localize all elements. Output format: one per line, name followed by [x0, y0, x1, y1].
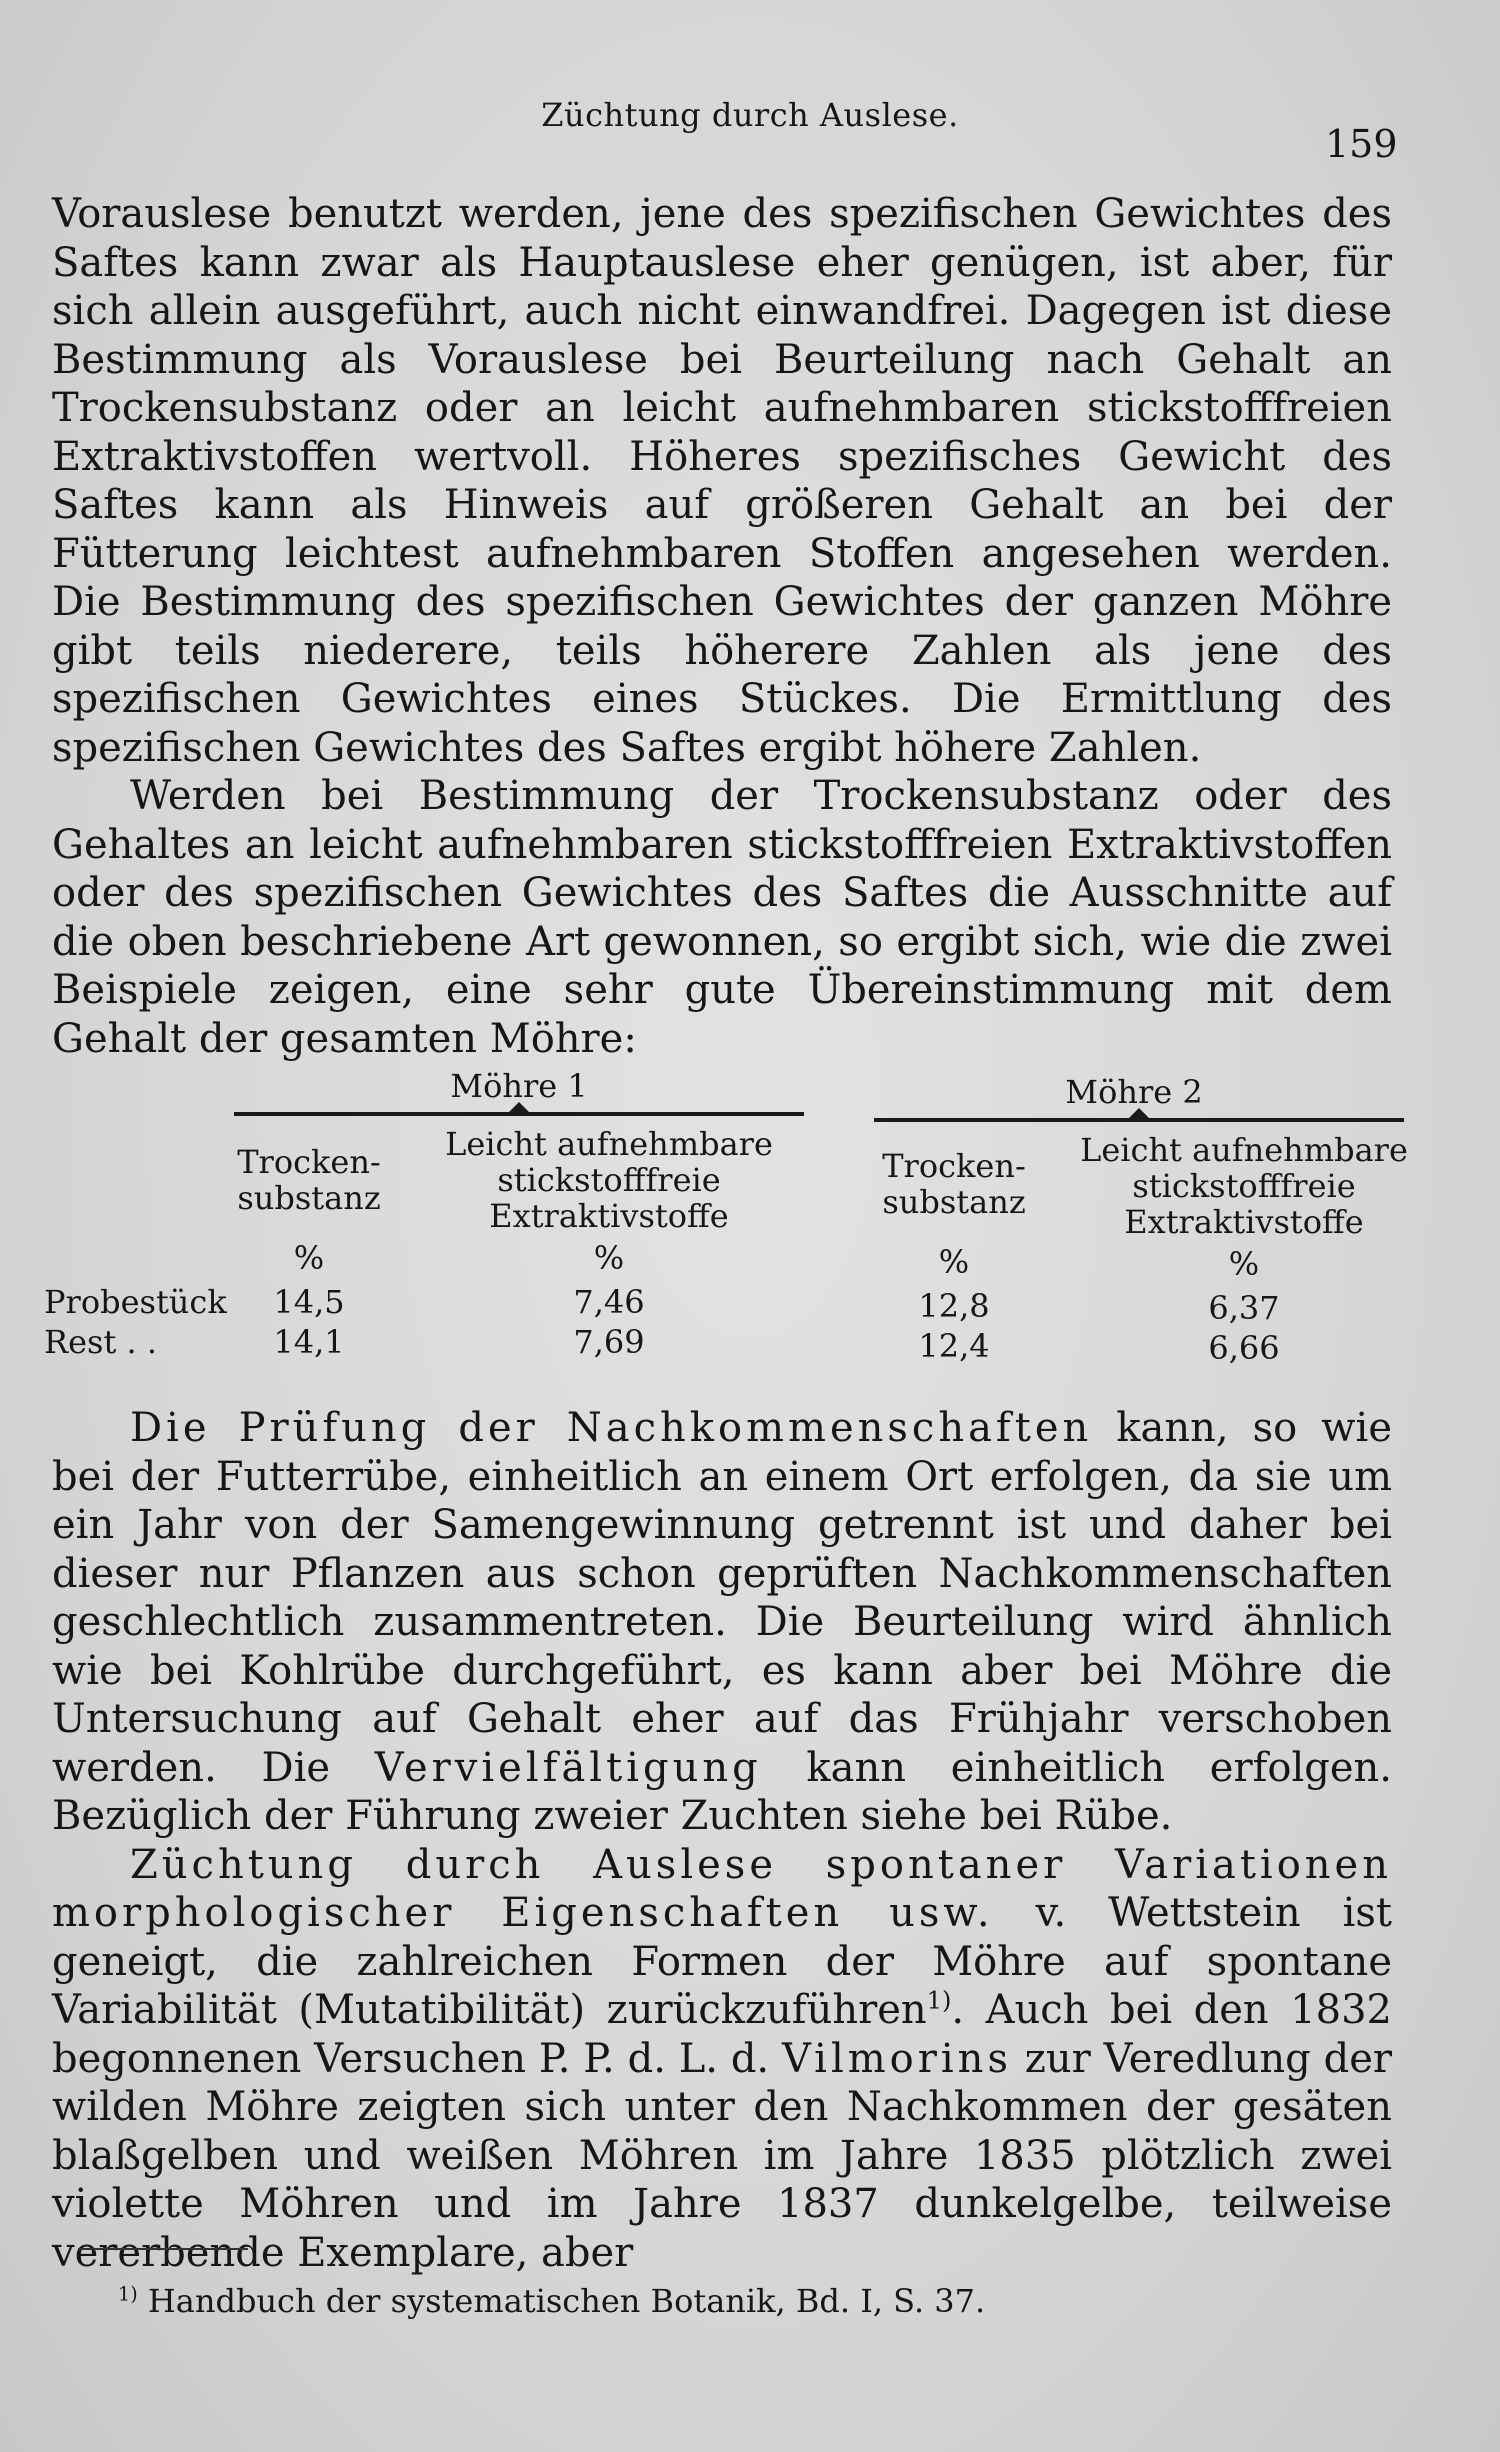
page-number: 159	[1325, 122, 1398, 166]
table-cell: 12,4	[918, 1327, 990, 1365]
col-header-line: Leicht aufnehmbare	[445, 1125, 773, 1163]
table-cell: 12,8	[918, 1287, 990, 1325]
table-cell: 7,46	[573, 1283, 645, 1321]
table-cell: 14,5	[273, 1283, 345, 1321]
unit-cell: %	[293, 1239, 325, 1277]
row-label: Probestück	[44, 1283, 227, 1321]
brace-moehre-1	[234, 1112, 804, 1116]
spaced-term: Vervielfältigung	[374, 1744, 762, 1791]
unit-cell: %	[938, 1243, 970, 1281]
table-cell: 7,69	[573, 1323, 645, 1361]
group-header-moehre-1: Möhre 1	[450, 1067, 588, 1105]
col-header-line: substanz	[882, 1183, 1026, 1221]
col-header-line: Extraktivstoffe	[489, 1197, 729, 1235]
footnote-reference: 1)	[926, 1986, 952, 2015]
col-header-extraktivstoffe-1	[424, 1126, 794, 1234]
col-header-extraktivstoffe-2	[1064, 1132, 1424, 1240]
col-header-line: Trocken-	[237, 1143, 381, 1181]
col-header-line: Leicht aufnehmbare	[1080, 1131, 1408, 1169]
paragraph-text: kann, so wie bei der Futterrübe, einheitlich an einem Ort erfolgen, da sie um ein Jahr von der Samengewinnung getrennt ist und daher bei dieser nur Pflanzen aus schon geprüften Nachkommenschaften geschlechtlich zusammentreten. Die Beurteilung wird ähnlich wie bei Kohlrübe durchgeführt, es kann aber bei Möhre die Untersuchung auf Gehalt eher auf das Frühjahr verschoben werden. Die	[52, 1405, 1392, 1791]
paragraph-vorauslese: Vorauslese benutzt werden, jene des spezifischen Gewichtes des Saftes kann zwar als Hauptauslese eher genügen, ist aber, für sich allein ausgeführt, auch nicht einwandfrei. Dagegen ist diese Bestimmung als Vorauslese bei Beurteilung nach Gehalt an Trockensubstanz oder an leicht aufnehmbaren stickstofffreien Extraktivstoffen wertvoll. Höheres spezifisches Gewicht des Saftes kann als Hinweis auf größeren Gehalt an bei der Fütterung leichtest aufnehmbaren Stoffen angesehen werden. Die Bestimmung des spezifischen Gewichtes der ganzen Möhre gibt teils niederere, teils höherere Zahlen als jene des spezifischen Gewichtes eines Stückes. Die Ermittlung des spezifischen Gewichtes des Saftes ergibt höhere Zahlen.	[52, 191, 1392, 771]
comparison-table	[44, 1067, 1408, 1368]
unit-cell: %	[593, 1239, 625, 1277]
row-label: Rest . .	[44, 1323, 157, 1361]
text-block-bottom	[52, 1404, 1392, 2277]
footnote-rule	[78, 2248, 248, 2250]
table-cell: 6,66	[1208, 1329, 1280, 1367]
text-block-top	[52, 190, 1392, 1063]
footnote-marker: 1)	[118, 2282, 138, 2306]
group-header-moehre-2: Möhre 2	[1065, 1073, 1203, 1111]
brace-tip-moehre-2	[1129, 1108, 1149, 1118]
brace-tip-moehre-1	[509, 1102, 529, 1112]
col-header-line: Extraktivstoffe	[1124, 1203, 1364, 1241]
brace-moehre-2	[874, 1118, 1404, 1122]
table-cell: 14,1	[273, 1323, 345, 1361]
paragraph-pruefung	[52, 1404, 1392, 1841]
footnote	[118, 2282, 985, 2320]
spaced-name: Vilmorins	[781, 2035, 1012, 2082]
paragraph-zuechtung	[52, 1841, 1392, 2278]
unit-cell: %	[1228, 1245, 1260, 1283]
col-header-line: stickstofffreie	[497, 1161, 721, 1199]
spaced-heading: Die Prüfung der Nachkommenschaften	[130, 1405, 1093, 1451]
spaced-heading: Züchtung durch Auslese spontaner Variationen morphologischer Eigenschaften usw.	[52, 1841, 1392, 1936]
paragraph-werden: Werden bei Bestimmung der Trockensubstanz oder des Gehaltes an leicht aufnehmbaren stickstofffreien Extraktivstoffen oder des spezifischen Gewichtes des Saftes die Ausschnitte auf die oben beschriebene Art gewonnen, so ergibt sich, wie die zwei Beispiele zeigen, eine sehr gute Übereinstimmung mit dem Gehalt der gesamten Möhre:	[52, 773, 1392, 1062]
paragraph-text: v. Wettstein ist geneigt, die zahlreichen Formen der Möhre auf spontane Variabilität (Mutatibilität) zurückzuführen	[52, 1890, 1393, 2033]
paragraph-text: zur Veredlung der wilden Möhre zeigten sich unter den Nachkommen der gesäten blaßgelben und weißen Möhren im Jahre 1835 plötzlich zwei violette Möhren und im Jahre 1837 dunkelgelbe, teilweise vererbende Exemplare, aber	[52, 2035, 1392, 2276]
paragraph-text: . Auch bei den 1832 begonnenen Versuchen P. P. d. L. d.	[52, 1987, 1393, 2082]
footnote-text: Handbuch der systematischen Botanik, Bd. I, S. 37.	[137, 2282, 986, 2320]
table-cell: 6,37	[1208, 1289, 1280, 1327]
running-head: Züchtung durch Auslese.	[541, 96, 959, 134]
paragraph-text: kann einheitlich erfolgen. Bezüglich der Führung zweier Zuchten siehe bei Rübe.	[52, 1744, 1392, 1839]
col-header-trockensubstanz-2	[844, 1148, 1064, 1220]
col-header-line: Trocken-	[882, 1147, 1026, 1185]
col-header-trockensubstanz-1	[204, 1144, 414, 1216]
col-header-line: substanz	[237, 1179, 381, 1217]
col-header-line: stickstofffreie	[1132, 1167, 1356, 1205]
